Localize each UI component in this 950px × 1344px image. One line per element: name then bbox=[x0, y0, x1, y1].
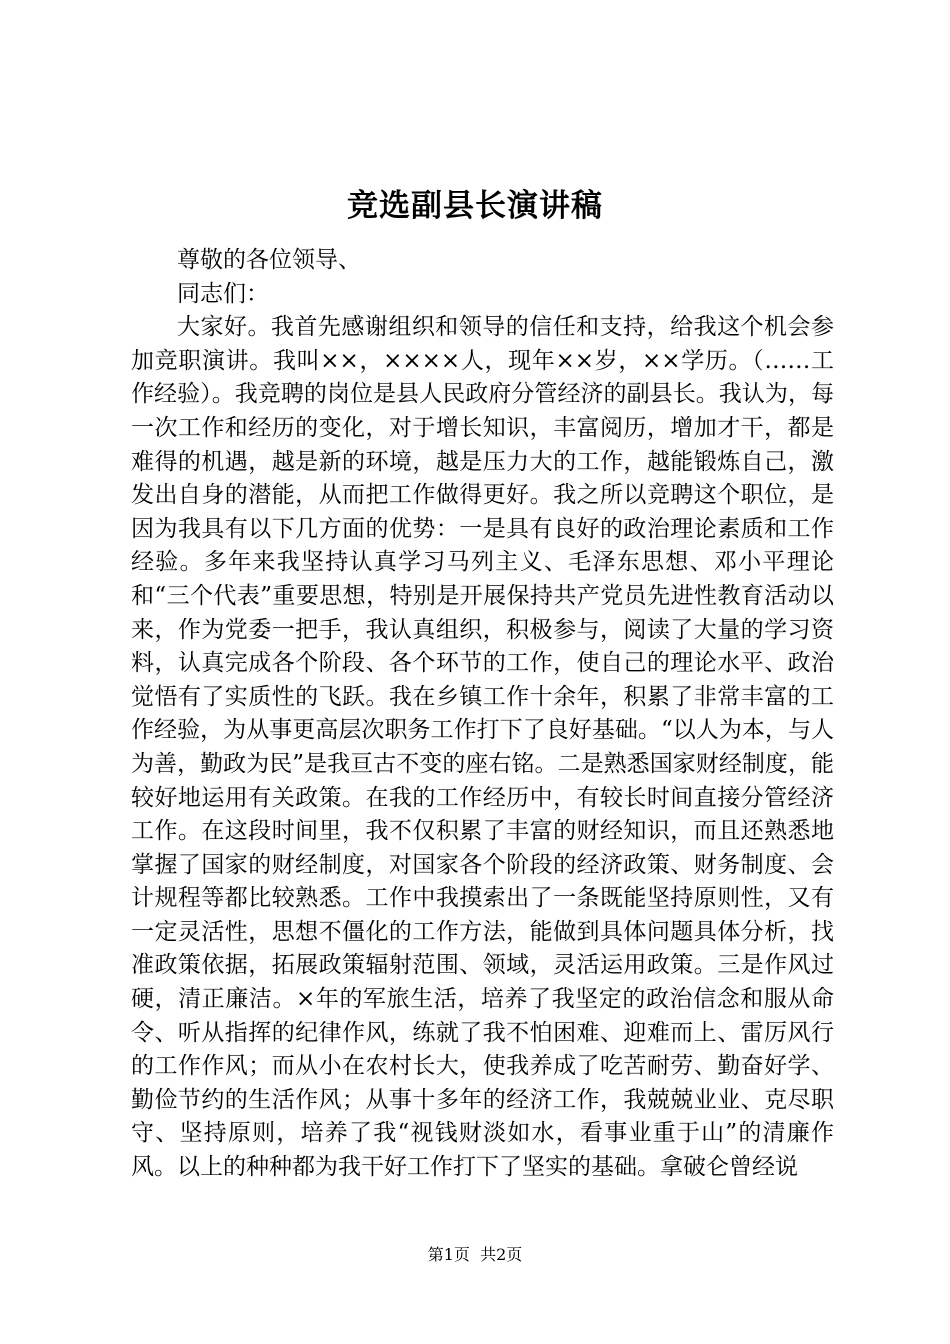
body-paragraph: 大家好。我首先感谢组织和领导的信任和支持，给我这个机会参加竞职演讲。我叫××，××××人，现年××岁，××学历。（……工作经验）。我竞聘的岗位是县人民政府分管经济的副县长。我认为，每一次工作和经历的变化，对于增长知识，丰富阅历，增加才干，都是难得的机遇，越是新的环境，越是压力大的工作，越能锻炼自己，激发出自身的潜能，从而把工作做得更好。我之所以竞聘这个职位，是因为我具有以下几方面的优势：一是具有良好的政治理论素质和工作经验。多年来我坚持认真学习马列主义、毛泽东思想、邓小平理论和“三个代表”重要思想，特别是开展保持共产党员先进性教育活动以来，作为党委一把手，我认真组织，积极参与，阅读了大量的学习资料，认真完成各个阶段、各个环节的工作，使自己的理论水平、政治觉悟有了实质性的飞跃。我在乡镇工作十余年，积累了非常丰富的工作经验，为从事更高层次职务工作打下了良好基础。“以人为本，与人为善，勤政为民”是我亘古不变的座右铭。二是熟悉国家财经制度，能较好地运用有关政策。在我的工作经历中，有较长时间直接分管经济工作。在这段时间里，我不仅积累了丰富的财经知识，而且还熟悉地掌握了国家的财经制度，对国家各个阶段的经济政策、财务制度、会计规程等都比较熟悉。工作中我摸索出了一条既能坚持原则性，又有一定灵活性，思想不僵化的工作方法，能做到具体问题具体分析，找准政策依据，拓展政策辐射范围、领域，灵活运用政策。三是作风过硬，清正廉洁。×年的军旅生活，培养了我坚定的政治信念和服从命令、听从指挥的纪律作风，练就了我不怕困难、迎难而上、雷厉风行的工作作风；而从小在农村长大，使我养成了吃苦耐劳、勤奋好学、勤俭节约的生活作风；从事十多年的经济工作，我兢兢业业、克尽职守、坚持原则，培养了我“视钱财淡如水，看事业重于山”的清廉作风。以上的种种都为我干好工作打下了坚实的基础。拿破仑曾经说 bbox=[131, 314, 834, 1181]
salutation-line-1: 尊敬的各位领导、 bbox=[177, 247, 361, 273]
document-title: 竞选副县长演讲稿 bbox=[347, 188, 603, 224]
salutation-line-2: 同志们： bbox=[177, 280, 269, 307]
document-body bbox=[131, 244, 834, 1185]
page-footer: 第1页 共2页 bbox=[427, 1245, 523, 1264]
